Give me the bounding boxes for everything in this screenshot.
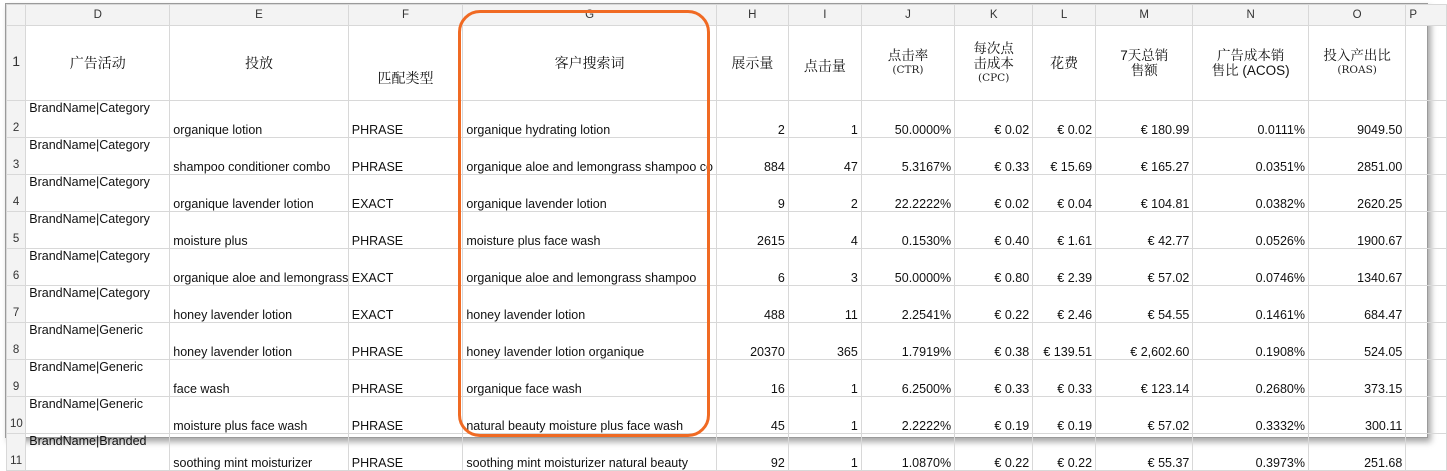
- acos-cell[interactable]: 0.0746%: [1193, 249, 1309, 286]
- roas-cell[interactable]: 684.47: [1308, 286, 1405, 323]
- ctr-cell[interactable]: 2.2222%: [861, 397, 954, 434]
- sales-cell[interactable]: € 42.77: [1096, 212, 1193, 249]
- roas-cell[interactable]: 373.15: [1308, 360, 1405, 397]
- spend-cell[interactable]: € 2.46: [1033, 286, 1096, 323]
- match-type-cell[interactable]: PHRASE: [348, 323, 463, 360]
- acos-cell[interactable]: 0.0351%: [1193, 138, 1309, 175]
- clicks-cell[interactable]: 11: [788, 286, 861, 323]
- campaign-cell[interactable]: BrandName|Category: [26, 101, 170, 138]
- spend-cell[interactable]: € 0.22: [1033, 434, 1096, 471]
- column-header-i[interactable]: I: [788, 5, 861, 26]
- header-sales-line1: 7天总销: [1120, 48, 1169, 63]
- select-all-corner[interactable]: [7, 5, 26, 26]
- header-clicks[interactable]: 点击量: [788, 26, 861, 101]
- search-term-cell[interactable]: honey lavender lotion organique: [463, 323, 717, 360]
- table-row: [7, 397, 1447, 434]
- clicks-cell[interactable]: 1: [788, 360, 861, 397]
- targeting-cell[interactable]: moisture plus face wash: [170, 397, 348, 434]
- search-term-cell[interactable]: moisture plus face wash: [463, 212, 717, 249]
- header-roas-abbr: (ROAS): [1337, 64, 1377, 76]
- spend-cell[interactable]: € 0.19: [1033, 397, 1096, 434]
- row-number[interactable]: 1: [7, 26, 26, 101]
- column-header-n[interactable]: N: [1193, 5, 1309, 26]
- impressions-cell[interactable]: 884: [716, 138, 788, 175]
- sales-cell[interactable]: € 54.55: [1096, 286, 1193, 323]
- column-header-j[interactable]: J: [861, 5, 954, 26]
- empty-cell[interactable]: [1406, 138, 1447, 175]
- sales-cell[interactable]: € 57.02: [1096, 249, 1193, 286]
- table-row: [7, 323, 1447, 360]
- header-acos[interactable]: [1193, 26, 1309, 101]
- targeting-cell[interactable]: shampoo conditioner combo: [170, 138, 348, 175]
- empty-cell[interactable]: [1406, 101, 1447, 138]
- spend-cell[interactable]: € 0.04: [1033, 175, 1096, 212]
- spreadsheet-grid: [6, 4, 1447, 471]
- column-header-m[interactable]: M: [1096, 5, 1193, 26]
- cpc-cell[interactable]: € 0.02: [955, 101, 1033, 138]
- column-header-f[interactable]: F: [348, 5, 463, 26]
- sales-cell[interactable]: € 180.99: [1096, 101, 1193, 138]
- header-match-type[interactable]: 匹配类型: [348, 26, 463, 101]
- ctr-cell[interactable]: 0.1530%: [861, 212, 954, 249]
- cpc-cell[interactable]: € 0.22: [955, 434, 1033, 471]
- empty-cell[interactable]: [1406, 212, 1447, 249]
- match-type-cell[interactable]: PHRASE: [348, 434, 463, 471]
- targeting-cell[interactable]: honey lavender lotion: [170, 323, 348, 360]
- search-term-cell[interactable]: honey lavender lotion: [463, 286, 717, 323]
- cpc-cell[interactable]: € 0.33: [955, 360, 1033, 397]
- header-roas[interactable]: [1308, 26, 1405, 101]
- targeting-cell[interactable]: honey lavender lotion: [170, 286, 348, 323]
- roas-cell[interactable]: 9049.50: [1308, 101, 1405, 138]
- row-number[interactable]: 5: [7, 212, 26, 249]
- ctr-cell[interactable]: 1.0870%: [861, 434, 954, 471]
- campaign-cell[interactable]: BrandName|Generic: [26, 397, 170, 434]
- header-ctr[interactable]: [861, 26, 954, 101]
- row-number[interactable]: 10: [7, 397, 26, 434]
- header-row: [7, 26, 1447, 101]
- empty-cell[interactable]: [1406, 323, 1447, 360]
- match-type-cell[interactable]: PHRASE: [348, 101, 463, 138]
- header-sales-7d[interactable]: [1096, 26, 1193, 101]
- sales-cell[interactable]: € 104.81: [1096, 175, 1193, 212]
- ctr-cell[interactable]: 22.2222%: [861, 175, 954, 212]
- ctr-cell[interactable]: 50.0000%: [861, 249, 954, 286]
- empty-cell[interactable]: [1406, 397, 1447, 434]
- roas-cell[interactable]: 251.68: [1308, 434, 1405, 471]
- clicks-cell[interactable]: 2: [788, 175, 861, 212]
- targeting-cell[interactable]: soothing mint moisturizer: [170, 434, 348, 471]
- sales-cell[interactable]: € 57.02: [1096, 397, 1193, 434]
- match-type-cell[interactable]: PHRASE: [348, 138, 463, 175]
- roas-cell[interactable]: 1340.67: [1308, 249, 1405, 286]
- spend-cell[interactable]: € 1.61: [1033, 212, 1096, 249]
- row-number[interactable]: 6: [7, 249, 26, 286]
- column-header-o[interactable]: O: [1308, 5, 1405, 26]
- sales-cell[interactable]: € 2,602.60: [1096, 323, 1193, 360]
- clicks-cell[interactable]: 4: [788, 212, 861, 249]
- header-ctr-abbr: (CTR): [892, 64, 924, 76]
- search-term-cell[interactable]: natural beauty moisture plus face wash: [463, 397, 717, 434]
- impressions-cell[interactable]: 2: [716, 101, 788, 138]
- acos-cell[interactable]: 0.3332%: [1193, 397, 1309, 434]
- search-term-cell[interactable]: organique face wash: [463, 360, 717, 397]
- header-impressions[interactable]: 展示量: [716, 26, 788, 101]
- header-acos-line2: 售比 (ACOS): [1211, 63, 1290, 78]
- header-sales-line2: 售额: [1130, 63, 1158, 78]
- clicks-cell[interactable]: 365: [788, 323, 861, 360]
- search-term-cell[interactable]: soothing mint moisturizer natural beauty: [463, 434, 717, 471]
- acos-cell[interactable]: 0.1461%: [1193, 286, 1309, 323]
- acos-cell[interactable]: 0.1908%: [1193, 323, 1309, 360]
- spend-cell[interactable]: € 15.69: [1033, 138, 1096, 175]
- column-header-g[interactable]: G: [463, 5, 717, 26]
- spend-cell[interactable]: € 139.51: [1033, 323, 1096, 360]
- cpc-cell[interactable]: € 0.38: [955, 323, 1033, 360]
- roas-cell[interactable]: 1900.67: [1308, 212, 1405, 249]
- impressions-cell[interactable]: 488: [716, 286, 788, 323]
- targeting-cell[interactable]: face wash: [170, 360, 348, 397]
- header-cpc-line2: 击成本: [973, 55, 1014, 71]
- match-type-cell[interactable]: EXACT: [348, 286, 463, 323]
- acos-cell[interactable]: 0.3973%: [1193, 434, 1309, 471]
- table-row: [7, 175, 1447, 212]
- ctr-cell[interactable]: 5.3167%: [861, 138, 954, 175]
- impressions-cell[interactable]: 45: [716, 397, 788, 434]
- ctr-cell[interactable]: 6.2500%: [861, 360, 954, 397]
- header-search-term[interactable]: 客户搜索词: [463, 26, 717, 101]
- impressions-cell[interactable]: 16: [716, 360, 788, 397]
- ctr-cell[interactable]: 2.2541%: [861, 286, 954, 323]
- header-campaign[interactable]: 广告活动: [26, 26, 170, 101]
- impressions-cell[interactable]: 2615: [716, 212, 788, 249]
- header-cpc[interactable]: [955, 26, 1033, 101]
- column-header-row: [7, 5, 1447, 26]
- match-type-cell[interactable]: PHRASE: [348, 360, 463, 397]
- cpc-cell[interactable]: € 0.22: [955, 286, 1033, 323]
- row-number[interactable]: 9: [7, 360, 26, 397]
- acos-cell[interactable]: 0.0111%: [1193, 101, 1309, 138]
- roas-cell[interactable]: 2620.25: [1308, 175, 1405, 212]
- row-number[interactable]: 2: [7, 101, 26, 138]
- spend-cell[interactable]: € 0.02: [1033, 101, 1096, 138]
- acos-cell[interactable]: 0.0526%: [1193, 212, 1309, 249]
- cpc-cell[interactable]: € 0.02: [955, 175, 1033, 212]
- cpc-cell[interactable]: € 0.33: [955, 138, 1033, 175]
- table-row: [7, 101, 1447, 138]
- roas-cell[interactable]: 2851.00: [1308, 138, 1405, 175]
- campaign-cell[interactable]: BrandName|Category: [26, 212, 170, 249]
- acos-cell[interactable]: 0.0382%: [1193, 175, 1309, 212]
- empty-cell[interactable]: [1406, 360, 1447, 397]
- header-cpc-line1: 每次点: [973, 40, 1014, 56]
- row-number[interactable]: 4: [7, 175, 26, 212]
- row-number[interactable]: 11: [7, 434, 26, 471]
- header-roas-label: 投入产出比: [1323, 48, 1391, 63]
- search-term-cell[interactable]: organique hydrating lotion: [463, 101, 717, 138]
- header-cpc-abbr: (CPC): [977, 71, 1010, 84]
- search-term-cell[interactable]: organique aloe and lemongrass shampoo co: [463, 138, 717, 175]
- targeting-cell[interactable]: organique lotion: [170, 101, 348, 138]
- header-ctr-label: 点击率: [887, 48, 929, 63]
- targeting-cell[interactable]: organique aloe and lemongrass: [170, 249, 348, 286]
- header-spend[interactable]: 花费: [1033, 26, 1096, 101]
- table-row: [7, 212, 1447, 249]
- ctr-cell[interactable]: 50.0000%: [861, 101, 954, 138]
- targeting-cell[interactable]: organique lavender lotion: [170, 175, 348, 212]
- table-row: [7, 138, 1447, 175]
- search-term-cell[interactable]: organique aloe and lemongrass shampoo: [463, 249, 717, 286]
- clicks-cell[interactable]: 1: [788, 397, 861, 434]
- match-type-cell[interactable]: EXACT: [348, 249, 463, 286]
- row-number[interactable]: 3: [7, 138, 26, 175]
- campaign-cell[interactable]: BrandName|Category: [26, 286, 170, 323]
- campaign-cell[interactable]: BrandName|Category: [26, 138, 170, 175]
- column-header-p[interactable]: P: [1406, 5, 1447, 26]
- campaign-cell[interactable]: BrandName|Generic: [26, 323, 170, 360]
- header-acos-line1: 广告成本销: [1216, 48, 1285, 63]
- roas-cell[interactable]: 300.11: [1308, 397, 1405, 434]
- ctr-cell[interactable]: 1.7919%: [861, 323, 954, 360]
- table-row: [7, 434, 1447, 471]
- match-type-cell[interactable]: EXACT: [348, 175, 463, 212]
- table-row: [7, 286, 1447, 323]
- table-row: [7, 249, 1447, 286]
- acos-cell[interactable]: 0.2680%: [1193, 360, 1309, 397]
- column-header-h[interactable]: H: [716, 5, 788, 26]
- header-ad-group[interactable]: 投放: [170, 26, 348, 101]
- row-number[interactable]: 7: [7, 286, 26, 323]
- spreadsheet-window: [5, 3, 1428, 470]
- cpc-cell[interactable]: € 0.40: [955, 212, 1033, 249]
- sales-cell[interactable]: € 123.14: [1096, 360, 1193, 397]
- row-number[interactable]: 8: [7, 323, 26, 360]
- empty-cell[interactable]: [1406, 175, 1447, 212]
- spend-cell[interactable]: € 0.33: [1033, 360, 1096, 397]
- impressions-cell[interactable]: 6: [716, 249, 788, 286]
- empty-cell[interactable]: [1406, 249, 1447, 286]
- clicks-cell[interactable]: 47: [788, 138, 861, 175]
- column-header-k[interactable]: K: [955, 5, 1033, 26]
- sales-cell[interactable]: € 165.27: [1096, 138, 1193, 175]
- empty-cell[interactable]: [1406, 286, 1447, 323]
- campaign-cell[interactable]: BrandName|Branded: [26, 434, 170, 471]
- impressions-cell[interactable]: 9: [716, 175, 788, 212]
- empty-cell[interactable]: [1406, 26, 1447, 101]
- match-type-cell[interactable]: PHRASE: [348, 212, 463, 249]
- match-type-cell[interactable]: PHRASE: [348, 397, 463, 434]
- targeting-cell[interactable]: moisture plus: [170, 212, 348, 249]
- sales-cell[interactable]: € 55.37: [1096, 434, 1193, 471]
- cpc-cell[interactable]: € 0.80: [955, 249, 1033, 286]
- roas-cell[interactable]: 524.05: [1308, 323, 1405, 360]
- campaign-cell[interactable]: BrandName|Category: [26, 175, 170, 212]
- column-header-d[interactable]: D: [26, 5, 170, 26]
- column-header-e[interactable]: E: [170, 5, 348, 26]
- campaign-cell[interactable]: BrandName|Generic: [26, 360, 170, 397]
- clicks-cell[interactable]: 1: [788, 434, 861, 471]
- search-term-cell[interactable]: organique lavender lotion: [463, 175, 717, 212]
- impressions-cell[interactable]: 92: [716, 434, 788, 471]
- spend-cell[interactable]: € 2.39: [1033, 249, 1096, 286]
- clicks-cell[interactable]: 3: [788, 249, 861, 286]
- column-header-l[interactable]: L: [1033, 5, 1096, 26]
- clicks-cell[interactable]: 1: [788, 101, 861, 138]
- empty-cell[interactable]: [1406, 434, 1447, 471]
- table-row: [7, 360, 1447, 397]
- impressions-cell[interactable]: 20370: [716, 323, 788, 360]
- cpc-cell[interactable]: € 0.19: [955, 397, 1033, 434]
- campaign-cell[interactable]: BrandName|Category: [26, 249, 170, 286]
